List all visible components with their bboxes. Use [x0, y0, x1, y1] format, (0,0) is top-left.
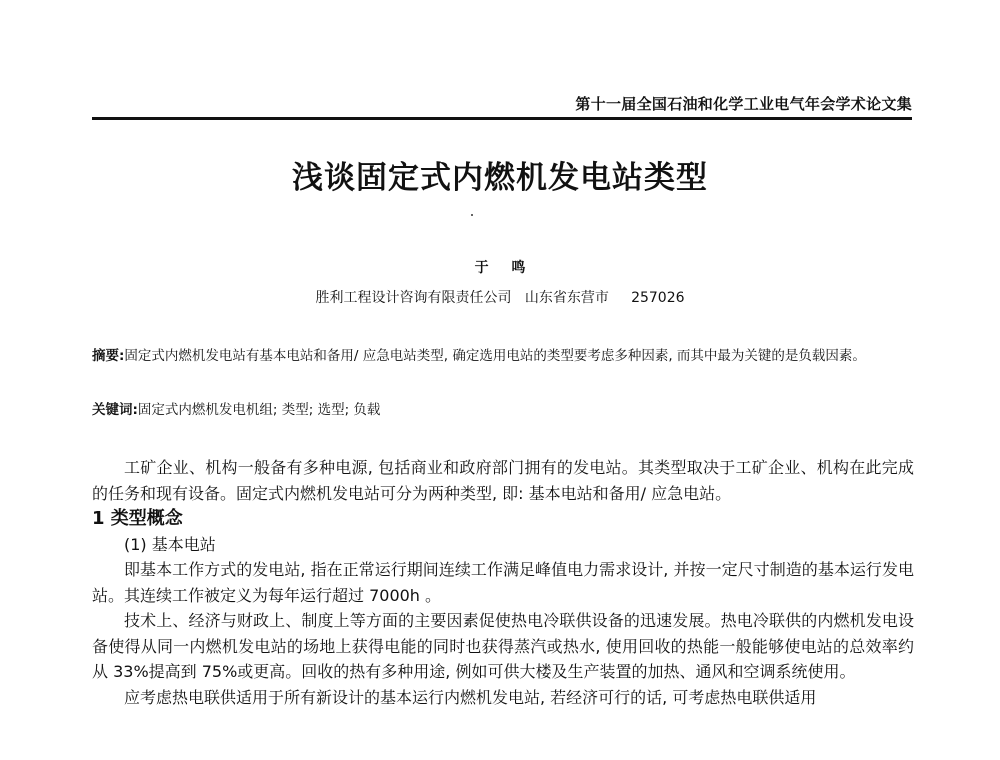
intro-paragraph: 工矿企业、机构一般备有多种电源, 包括商业和政府部门拥有的发电站。其类型取决于工矿企业、机构在此完成的任务和现有设备。固定式内燃机发电站可分为两种类型, 即: 基本电站和备用/ 应急电站。 — [92, 458, 914, 503]
author-affiliation: 胜利工程设计咨询有限责任公司 山东省东营市 257026 — [315, 290, 685, 306]
subsection-heading: (1) 基本电站 — [124, 534, 216, 554]
abstract-text: 固定式内燃机发电站有基本电站和备用/ 应急电站类型, 确定选用电站的类型要考虑多种因素, 而其中最为关键的是负载因素。 — [124, 348, 866, 364]
scan-speck — [471, 214, 473, 216]
body-paragraph: 即基本工作方式的发电站, 指在正常运行期间连续工作满足峰值电力需求设计, 并按一定尺寸制造的基本运行发电站。其连续工作被定义为每年运行超过 7000h 。 — [92, 560, 914, 605]
keywords-text: 固定式内燃机发电机组; 类型; 选型; 负载 — [137, 402, 381, 418]
keywords-label: 关键词: — [92, 402, 138, 418]
running-header: 第十一届全国石油和化学工业电气年会学术论文集 — [575, 95, 912, 113]
author-name: 于 鸣 — [474, 260, 526, 276]
body-text — [92, 455, 914, 710]
abstract — [92, 343, 914, 370]
abstract-label: 摘要: — [92, 348, 125, 364]
body-paragraph: 技术上、经济与财政上、制度上等方面的主要因素促使热电冷联供设备的迅速发展。热电冷联供的内燃机发电设备使得从同一内燃机发电站的场地上获得电能的同时也获得蒸汽或热水, 使用回收的热能一般能够使电站的总效率约从 33%提高到 75%或更高。回收的热有多种用途, 例如可供大楼及生产装置的加热、通风和空调系统使用。 — [92, 611, 914, 681]
paper-title: 浅谈固定式内燃机发电站类型 — [292, 160, 708, 196]
keywords — [92, 398, 914, 418]
section-heading: 1 类型概念 — [92, 508, 183, 529]
body-paragraph: 应考虑热电联供适用于所有新设计的基本运行内燃机发电站, 若经济可行的话, 可考虑热电联供适用 — [124, 687, 817, 707]
header-rule — [92, 117, 912, 120]
